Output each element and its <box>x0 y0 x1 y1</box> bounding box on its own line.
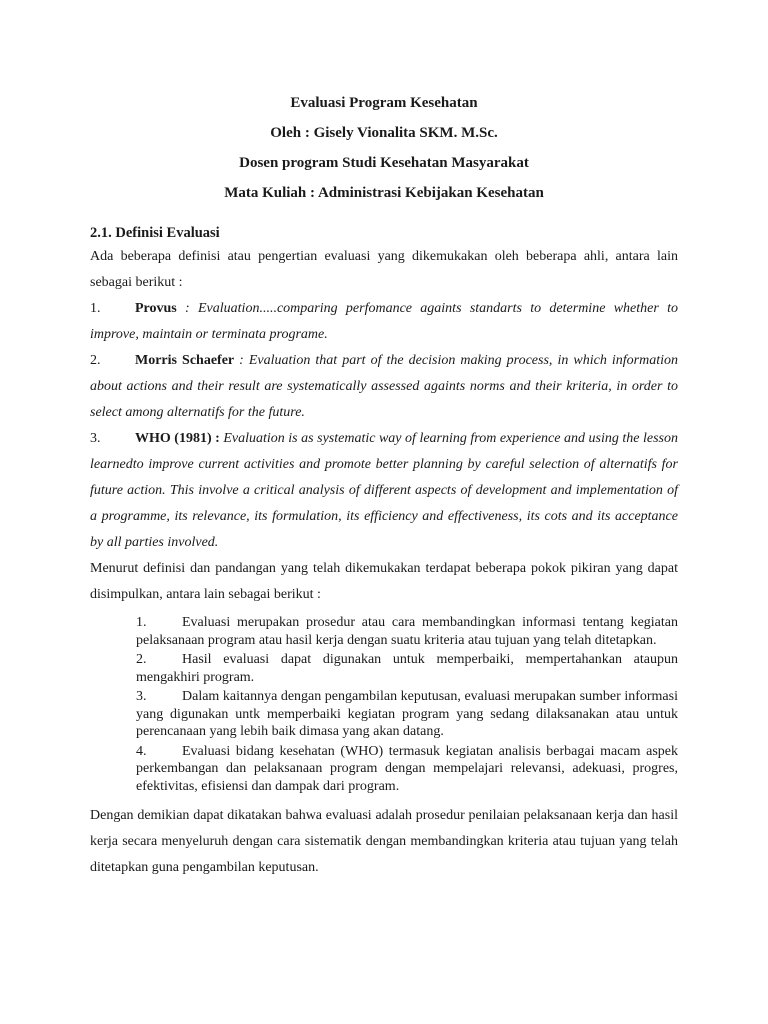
list-item-number: 4. <box>136 743 147 759</box>
list-item-text: Evaluasi bidang kesehatan (WHO) termasuk kegiatan analisis berbagai macam aspek perkembangan dan pelaksanaan program dengan mempelajari relevansi, adekuasi, progres, efektivitas, efisiensi dan dampak dari program. <box>136 743 678 794</box>
document-course: Mata Kuliah : Administrasi Kebijakan Kesehatan <box>224 185 544 201</box>
list-item <box>136 614 678 649</box>
document-affiliation: Dosen program Studi Kesehatan Masyarakat <box>239 155 529 171</box>
list-item <box>136 651 678 686</box>
list-item <box>136 688 678 741</box>
document-title: Evaluasi Program Kesehatan <box>290 95 478 111</box>
definition-text: Evaluation is as systematic way of learning from experience and using the lesson learnedto improve current activities and promote better planning by careful selection of alternatifs for future action. This involve a critical analysis of different aspects of development and implementation of a programme, its relevance, its formulation, its efficiency and effectiveness, its cots and its acceptance by all parties involved. <box>90 431 678 550</box>
document-body <box>90 222 678 881</box>
definition-number: 1. <box>90 301 101 316</box>
definition-number: 2. <box>90 353 101 368</box>
conclusion-list <box>136 614 678 795</box>
document-author: Oleh : Gisely Vionalita SKM. M.Sc. <box>270 125 498 141</box>
list-item-number: 2. <box>136 652 147 667</box>
list-item-text: Dalam kaitannya dengan pengambilan keputusan, evaluasi merupakan sumber informasi yang digunakan untk memperbaiki kegiatan program yang sedang dilaksanakan atau untuk perencanaan yang lebih baik dimasa yang akan datang. <box>136 689 678 739</box>
list-item-text: Evaluasi merupakan prosedur atau cara membandingkan informasi tentang kegiatan pelaksanaan program atau hasil kerja dengan suatu kriteria atau tujuan yang telah ditetapkan. <box>136 615 678 648</box>
summary-intro: Menurut definisi dan pandangan yang telah dikemukakan terdapat beberapa pokok pikiran yang dapat disimpulkan, antara lain sebagai berikut : <box>90 561 678 602</box>
list-item-number: 1. <box>136 615 147 630</box>
definition-item <box>90 426 678 556</box>
document-header <box>0 92 768 212</box>
definition-author: Provus <box>135 301 177 316</box>
definition-text: : Evaluation that part of the decision making process, in which information about actions and their result are systematically assessed againts norms and their kriteria, in order to select among alternatifs for the future. <box>90 353 678 420</box>
definition-author: WHO (1981) : <box>135 431 220 446</box>
definition-number: 3. <box>90 431 101 446</box>
definition-author: Morris Schaefer <box>135 353 235 368</box>
section-heading: 2.1. Definisi Evaluasi <box>90 225 220 241</box>
definition-item <box>90 296 678 348</box>
list-item-text: Hasil evaluasi dapat digunakan untuk memperbaiki, mempertahankan ataupun mengakhiri program. <box>136 652 678 685</box>
list-item <box>136 743 678 796</box>
definition-text: : Evaluation.....comparing perfomance againts standarts to determine whether to improve, maintain or terminata programe. <box>90 301 678 342</box>
closing-paragraph: Dengan demikian dapat dikatakan bahwa evaluasi adalah prosedur penilaian pelaksanaan kerja dan hasil kerja secara menyeluruh dengan cara sistematik dengan membandingkan kriteria atau tujuan yang telah ditetapkan guna pengambilan keputusan. <box>90 808 678 875</box>
definition-item <box>90 348 678 426</box>
section-intro: Ada beberapa definisi atau pengertian evaluasi yang dikemukakan oleh beberapa ahli, antara lain sebagai berikut : <box>90 249 678 290</box>
list-item-number: 3. <box>136 689 147 704</box>
